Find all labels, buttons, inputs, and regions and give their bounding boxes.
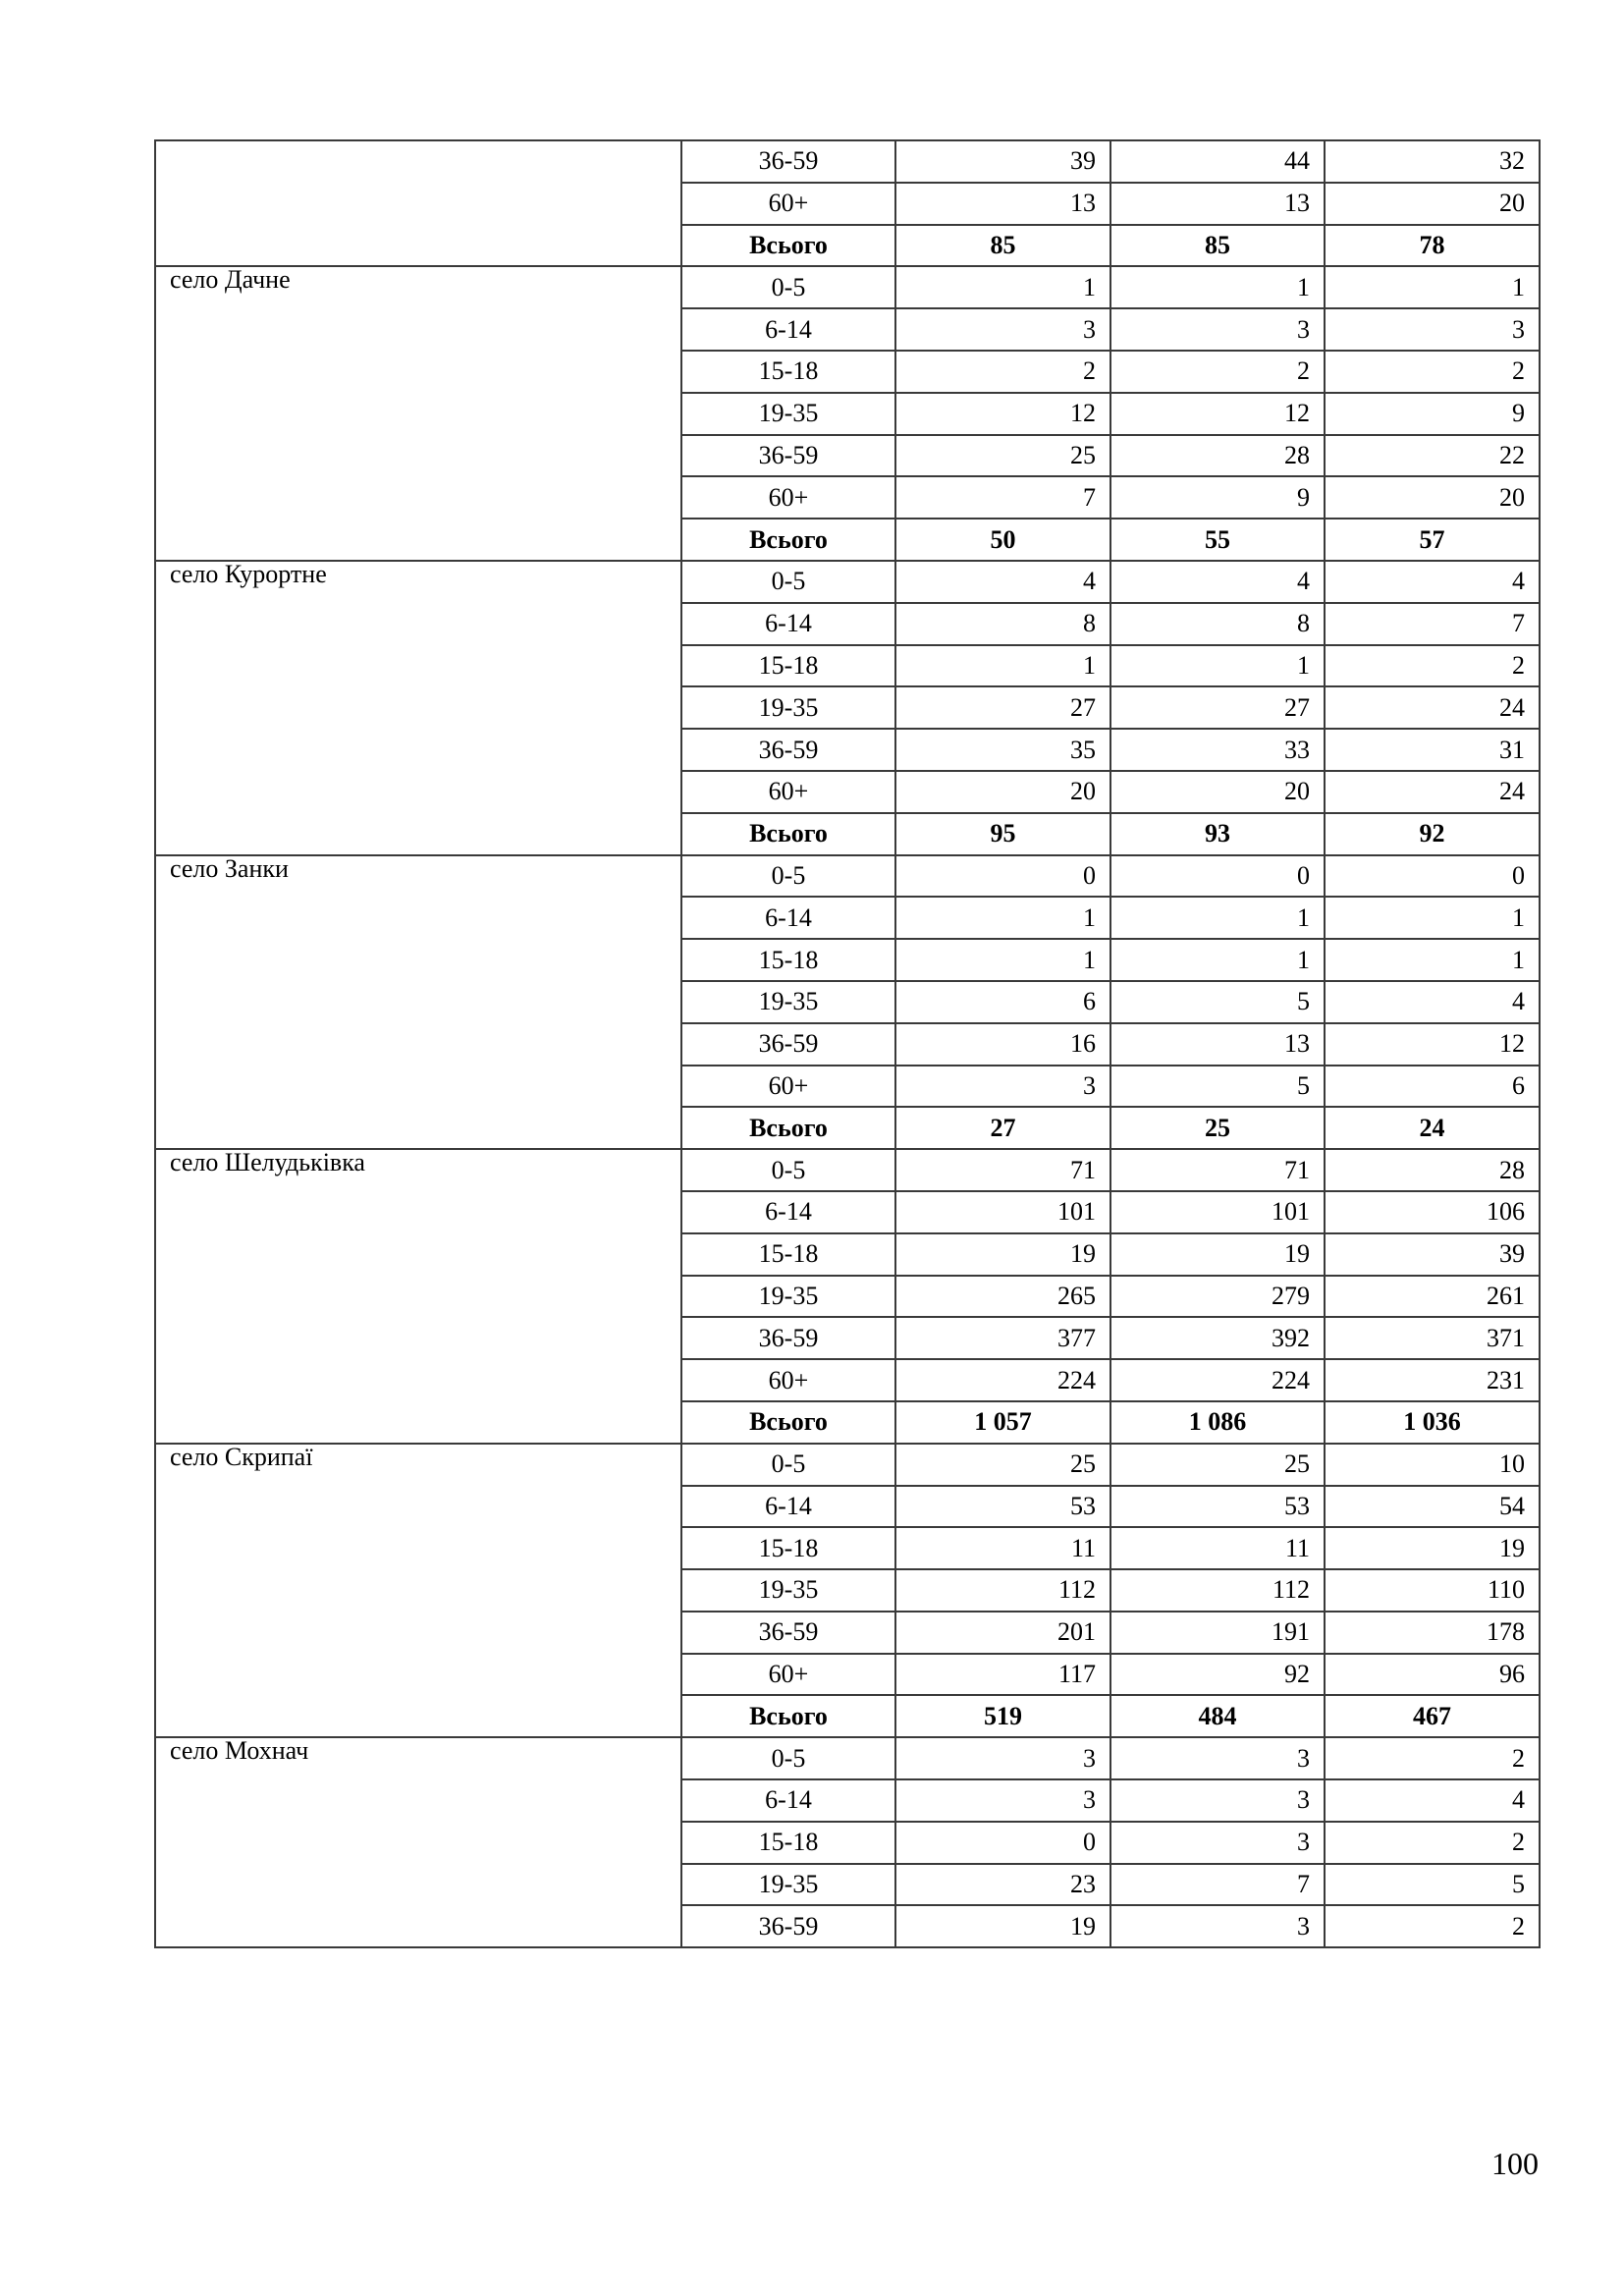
value-cell-2: 27 <box>1110 686 1325 729</box>
value-cell-3: 9 <box>1325 393 1540 435</box>
population-table-body <box>155 140 1540 1947</box>
total-label: Всього <box>681 813 895 855</box>
value-cell-1: 7 <box>895 476 1110 519</box>
age-group-cell: 19-35 <box>681 981 895 1023</box>
value-cell-3: 261 <box>1325 1276 1540 1318</box>
value-cell-1: 4 <box>895 561 1110 603</box>
value-cell-2: 44 <box>1110 140 1325 183</box>
age-group-cell: 15-18 <box>681 1233 895 1276</box>
value-cell-2: 7 <box>1110 1864 1325 1906</box>
age-group-cell: 0-5 <box>681 855 895 898</box>
age-group-cell: 15-18 <box>681 645 895 687</box>
total-value-cell-3: 467 <box>1325 1695 1540 1737</box>
value-cell-1: 25 <box>895 435 1110 477</box>
value-cell-2: 5 <box>1110 1066 1325 1108</box>
total-value-cell-2: 93 <box>1110 813 1325 855</box>
value-cell-1: 112 <box>895 1569 1110 1612</box>
age-group-cell: 19-35 <box>681 686 895 729</box>
settlement-name: село Скрипаї <box>155 1444 681 1738</box>
value-cell-3: 1 <box>1325 939 1540 981</box>
value-cell-2: 28 <box>1110 435 1325 477</box>
age-group-cell: 19-35 <box>681 393 895 435</box>
value-cell-3: 32 <box>1325 140 1540 183</box>
age-group-cell: 6-14 <box>681 308 895 351</box>
value-cell-2: 9 <box>1110 476 1325 519</box>
value-cell-1: 71 <box>895 1149 1110 1191</box>
table-row <box>155 855 1540 898</box>
page-number: 100 <box>1491 2146 1539 2181</box>
table-row <box>155 561 1540 603</box>
value-cell-1: 25 <box>895 1444 1110 1486</box>
age-group-cell: 60+ <box>681 1359 895 1401</box>
value-cell-3: 24 <box>1325 686 1540 729</box>
value-cell-1: 12 <box>895 393 1110 435</box>
value-cell-1: 201 <box>895 1612 1110 1654</box>
age-group-cell: 0-5 <box>681 561 895 603</box>
age-group-cell: 15-18 <box>681 1822 895 1864</box>
value-cell-2: 8 <box>1110 603 1325 645</box>
value-cell-3: 4 <box>1325 1779 1540 1822</box>
age-group-cell: 60+ <box>681 183 895 225</box>
value-cell-3: 2 <box>1325 351 1540 393</box>
age-group-cell: 6-14 <box>681 897 895 939</box>
total-label: Всього <box>681 225 895 267</box>
value-cell-1: 0 <box>895 855 1110 898</box>
age-group-cell: 60+ <box>681 1654 895 1696</box>
value-cell-2: 3 <box>1110 308 1325 351</box>
value-cell-3: 28 <box>1325 1149 1540 1191</box>
value-cell-1: 0 <box>895 1822 1110 1864</box>
value-cell-3: 1 <box>1325 897 1540 939</box>
value-cell-3: 0 <box>1325 855 1540 898</box>
value-cell-3: 4 <box>1325 561 1540 603</box>
value-cell-1: 101 <box>895 1191 1110 1233</box>
value-cell-3: 39 <box>1325 1233 1540 1276</box>
table-row <box>155 140 1540 183</box>
value-cell-1: 39 <box>895 140 1110 183</box>
age-group-cell: 6-14 <box>681 1486 895 1528</box>
value-cell-1: 11 <box>895 1527 1110 1569</box>
value-cell-2: 13 <box>1110 183 1325 225</box>
value-cell-3: 2 <box>1325 1822 1540 1864</box>
value-cell-2: 1 <box>1110 266 1325 308</box>
value-cell-2: 1 <box>1110 897 1325 939</box>
value-cell-3: 20 <box>1325 476 1540 519</box>
value-cell-3: 24 <box>1325 771 1540 813</box>
total-value-cell-1: 85 <box>895 225 1110 267</box>
total-value-cell-2: 55 <box>1110 519 1325 561</box>
table-row <box>155 1149 1540 1191</box>
value-cell-1: 6 <box>895 981 1110 1023</box>
value-cell-3: 7 <box>1325 603 1540 645</box>
age-group-cell: 0-5 <box>681 266 895 308</box>
total-label: Всього <box>681 1401 895 1444</box>
value-cell-3: 10 <box>1325 1444 1540 1486</box>
value-cell-1: 19 <box>895 1905 1110 1947</box>
settlement-name: село Занки <box>155 855 681 1150</box>
value-cell-1: 3 <box>895 1737 1110 1779</box>
value-cell-3: 231 <box>1325 1359 1540 1401</box>
value-cell-1: 1 <box>895 266 1110 308</box>
value-cell-2: 1 <box>1110 645 1325 687</box>
value-cell-3: 2 <box>1325 645 1540 687</box>
value-cell-3: 4 <box>1325 981 1540 1023</box>
age-group-cell: 0-5 <box>681 1737 895 1779</box>
value-cell-1: 3 <box>895 1066 1110 1108</box>
value-cell-2: 2 <box>1110 351 1325 393</box>
settlement-name: село Дачне <box>155 266 681 561</box>
value-cell-2: 53 <box>1110 1486 1325 1528</box>
age-group-cell: 15-18 <box>681 1527 895 1569</box>
age-group-cell: 36-59 <box>681 1317 895 1359</box>
total-value-cell-3: 1 036 <box>1325 1401 1540 1444</box>
value-cell-2: 11 <box>1110 1527 1325 1569</box>
value-cell-2: 279 <box>1110 1276 1325 1318</box>
value-cell-1: 23 <box>895 1864 1110 1906</box>
value-cell-1: 224 <box>895 1359 1110 1401</box>
age-group-cell: 36-59 <box>681 435 895 477</box>
age-group-cell: 19-35 <box>681 1569 895 1612</box>
value-cell-2: 3 <box>1110 1822 1325 1864</box>
value-cell-1: 35 <box>895 729 1110 771</box>
value-cell-3: 2 <box>1325 1737 1540 1779</box>
value-cell-1: 377 <box>895 1317 1110 1359</box>
value-cell-2: 71 <box>1110 1149 1325 1191</box>
value-cell-2: 3 <box>1110 1905 1325 1947</box>
age-group-cell: 19-35 <box>681 1276 895 1318</box>
value-cell-1: 1 <box>895 897 1110 939</box>
settlement-name: село Курортне <box>155 561 681 855</box>
value-cell-2: 1 <box>1110 939 1325 981</box>
value-cell-2: 25 <box>1110 1444 1325 1486</box>
value-cell-3: 371 <box>1325 1317 1540 1359</box>
age-group-cell: 60+ <box>681 1066 895 1108</box>
value-cell-2: 0 <box>1110 855 1325 898</box>
value-cell-2: 3 <box>1110 1779 1325 1822</box>
age-group-cell: 6-14 <box>681 603 895 645</box>
value-cell-1: 1 <box>895 645 1110 687</box>
value-cell-2: 3 <box>1110 1737 1325 1779</box>
total-value-cell-1: 95 <box>895 813 1110 855</box>
total-value-cell-2: 25 <box>1110 1107 1325 1149</box>
settlement-name <box>155 140 681 266</box>
age-group-cell: 36-59 <box>681 1612 895 1654</box>
value-cell-1: 53 <box>895 1486 1110 1528</box>
value-cell-3: 96 <box>1325 1654 1540 1696</box>
value-cell-2: 13 <box>1110 1023 1325 1066</box>
age-group-cell: 6-14 <box>681 1191 895 1233</box>
value-cell-2: 20 <box>1110 771 1325 813</box>
value-cell-3: 22 <box>1325 435 1540 477</box>
total-value-cell-3: 24 <box>1325 1107 1540 1149</box>
value-cell-2: 92 <box>1110 1654 1325 1696</box>
table-row <box>155 1444 1540 1486</box>
total-value-cell-3: 78 <box>1325 225 1540 267</box>
total-value-cell-1: 27 <box>895 1107 1110 1149</box>
value-cell-3: 20 <box>1325 183 1540 225</box>
age-group-cell: 15-18 <box>681 939 895 981</box>
value-cell-1: 3 <box>895 1779 1110 1822</box>
total-value-cell-1: 519 <box>895 1695 1110 1737</box>
value-cell-1: 265 <box>895 1276 1110 1318</box>
age-group-cell: 19-35 <box>681 1864 895 1906</box>
value-cell-1: 27 <box>895 686 1110 729</box>
value-cell-3: 1 <box>1325 266 1540 308</box>
value-cell-1: 16 <box>895 1023 1110 1066</box>
value-cell-1: 3 <box>895 308 1110 351</box>
population-table <box>154 139 1541 1948</box>
total-value-cell-3: 92 <box>1325 813 1540 855</box>
value-cell-1: 2 <box>895 351 1110 393</box>
value-cell-2: 101 <box>1110 1191 1325 1233</box>
age-group-cell: 36-59 <box>681 1023 895 1066</box>
total-value-cell-1: 50 <box>895 519 1110 561</box>
age-group-cell: 6-14 <box>681 1779 895 1822</box>
settlement-name: село Мохнач <box>155 1737 681 1947</box>
value-cell-3: 106 <box>1325 1191 1540 1233</box>
value-cell-2: 19 <box>1110 1233 1325 1276</box>
value-cell-2: 33 <box>1110 729 1325 771</box>
table-row <box>155 1737 1540 1779</box>
value-cell-1: 117 <box>895 1654 1110 1696</box>
total-value-cell-2: 85 <box>1110 225 1325 267</box>
age-group-cell: 0-5 <box>681 1444 895 1486</box>
total-value-cell-2: 1 086 <box>1110 1401 1325 1444</box>
value-cell-2: 224 <box>1110 1359 1325 1401</box>
value-cell-3: 2 <box>1325 1905 1540 1947</box>
value-cell-3: 19 <box>1325 1527 1540 1569</box>
total-value-cell-1: 1 057 <box>895 1401 1110 1444</box>
age-group-cell: 36-59 <box>681 140 895 183</box>
value-cell-2: 4 <box>1110 561 1325 603</box>
age-group-cell: 0-5 <box>681 1149 895 1191</box>
value-cell-3: 5 <box>1325 1864 1540 1906</box>
value-cell-1: 13 <box>895 183 1110 225</box>
value-cell-3: 178 <box>1325 1612 1540 1654</box>
value-cell-1: 1 <box>895 939 1110 981</box>
age-group-cell: 60+ <box>681 771 895 813</box>
value-cell-3: 6 <box>1325 1066 1540 1108</box>
age-group-cell: 36-59 <box>681 729 895 771</box>
age-group-cell: 15-18 <box>681 351 895 393</box>
value-cell-3: 54 <box>1325 1486 1540 1528</box>
value-cell-1: 20 <box>895 771 1110 813</box>
value-cell-1: 19 <box>895 1233 1110 1276</box>
value-cell-3: 3 <box>1325 308 1540 351</box>
value-cell-2: 5 <box>1110 981 1325 1023</box>
total-label: Всього <box>681 519 895 561</box>
value-cell-1: 8 <box>895 603 1110 645</box>
total-label: Всього <box>681 1107 895 1149</box>
total-value-cell-2: 484 <box>1110 1695 1325 1737</box>
value-cell-2: 392 <box>1110 1317 1325 1359</box>
value-cell-2: 191 <box>1110 1612 1325 1654</box>
value-cell-2: 12 <box>1110 393 1325 435</box>
total-value-cell-3: 57 <box>1325 519 1540 561</box>
table-row <box>155 266 1540 308</box>
value-cell-3: 12 <box>1325 1023 1540 1066</box>
value-cell-2: 112 <box>1110 1569 1325 1612</box>
settlement-name: село Шелудьківка <box>155 1149 681 1444</box>
value-cell-3: 110 <box>1325 1569 1540 1612</box>
value-cell-3: 31 <box>1325 729 1540 771</box>
age-group-cell: 60+ <box>681 476 895 519</box>
age-group-cell: 36-59 <box>681 1905 895 1947</box>
total-label: Всього <box>681 1695 895 1737</box>
